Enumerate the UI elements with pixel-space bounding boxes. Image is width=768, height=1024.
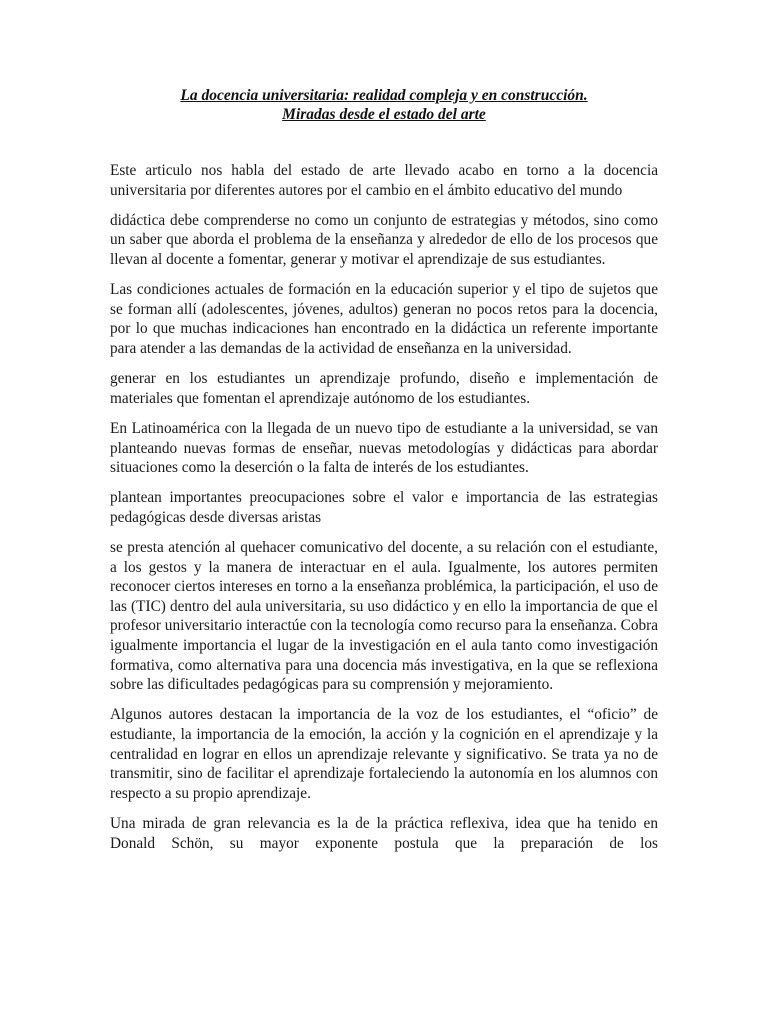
paragraph: Una mirada de gran relevancia es la de la práctica reflexiva, idea que ha tenido en Donald Schön, su mayor exponente postula que la preparación de los [110,814,658,852]
paragraph: En Latinoamérica con la llegada de un nuevo tipo de estudiante a la universidad, se van planteando nuevas formas de enseñar, nuevas metodologías y didácticas para abordar situaciones como la deserción o la falta de interés de los estudiantes. [110,419,658,477]
paragraph: Las condiciones actuales de formación en la educación superior y el tipo de sujetos que se forman allí (adolescentes, jóvenes, adultos) generan no pocos retos para la docencia, por lo que muchas indicaciones han encontrado en la didáctica un referente importante para atender a las demandas de la actividad de enseñanza en la universidad. [110,281,658,357]
paragraph: didáctica debe comprenderse no como un conjunto de estrategias y métodos, sino como un saber que aborda el problema de la enseñanza y alrededor de ello de los procesos que llevan al docente a fomentar, generar y motivar el aprendizaje de sus estudiantes. [110,211,658,268]
paragraph: Este articulo nos habla del estado de arte llevado acabo en torno a la docencia universitaria por diferentes autores por el cambio en el ámbito educativo del mundo [110,162,658,199]
paragraph: generar en los estudiantes un aprendizaje profundo, diseño e implementación de materiales que fomentan el aprendizaje autónomo de los estudiantes. [110,370,658,407]
document-body [110,161,658,864]
title-line-1: La docencia universitaria: realidad compleja y en construcción. [180,87,588,104]
paragraph: Algunos autores destacan la importancia de la voz de los estudiantes, el “oficio” de estudiante, la importancia de la emoción, la acción y la cognición en el aprendizaje y la centralidad en lograr en ellos un aprendizaje relevante y significativo. Se trata ya no de transmitir, sino de facilitar el aprendizaje fortaleciendo la autonomía en los alumnos con respecto a su propio aprendizaje. [110,706,658,802]
paragraph: plantean importantes preocupaciones sobre el valor e importancia de las estrategias pedagógicas desde diversas aristas [110,489,658,526]
document-title [110,86,658,124]
paragraph: se presta atención al quehacer comunicativo del docente, a su relación con el estudiante, a los gestos y la manera de interactuar en el aula. Igualmente, los autores permiten reconocer ciertos intereses en torno a la enseñanza problémica, la participación, el uso de las (TIC) dentro del aula universitaria, su uso didáctico y en ello la importancia de que el profesor universitario interactúe con la tecnología como recurso para la enseñanza. Cobra igualmente importancia el lugar de la investigación en el aula tanto como investigación formativa, como alternativa para una docencia más investigativa, en la que se reflexiona sobre las dificultades pedagógicas para su comprensión y mejoramiento. [110,539,658,694]
title-line-2: Miradas desde el estado del arte [282,106,486,123]
